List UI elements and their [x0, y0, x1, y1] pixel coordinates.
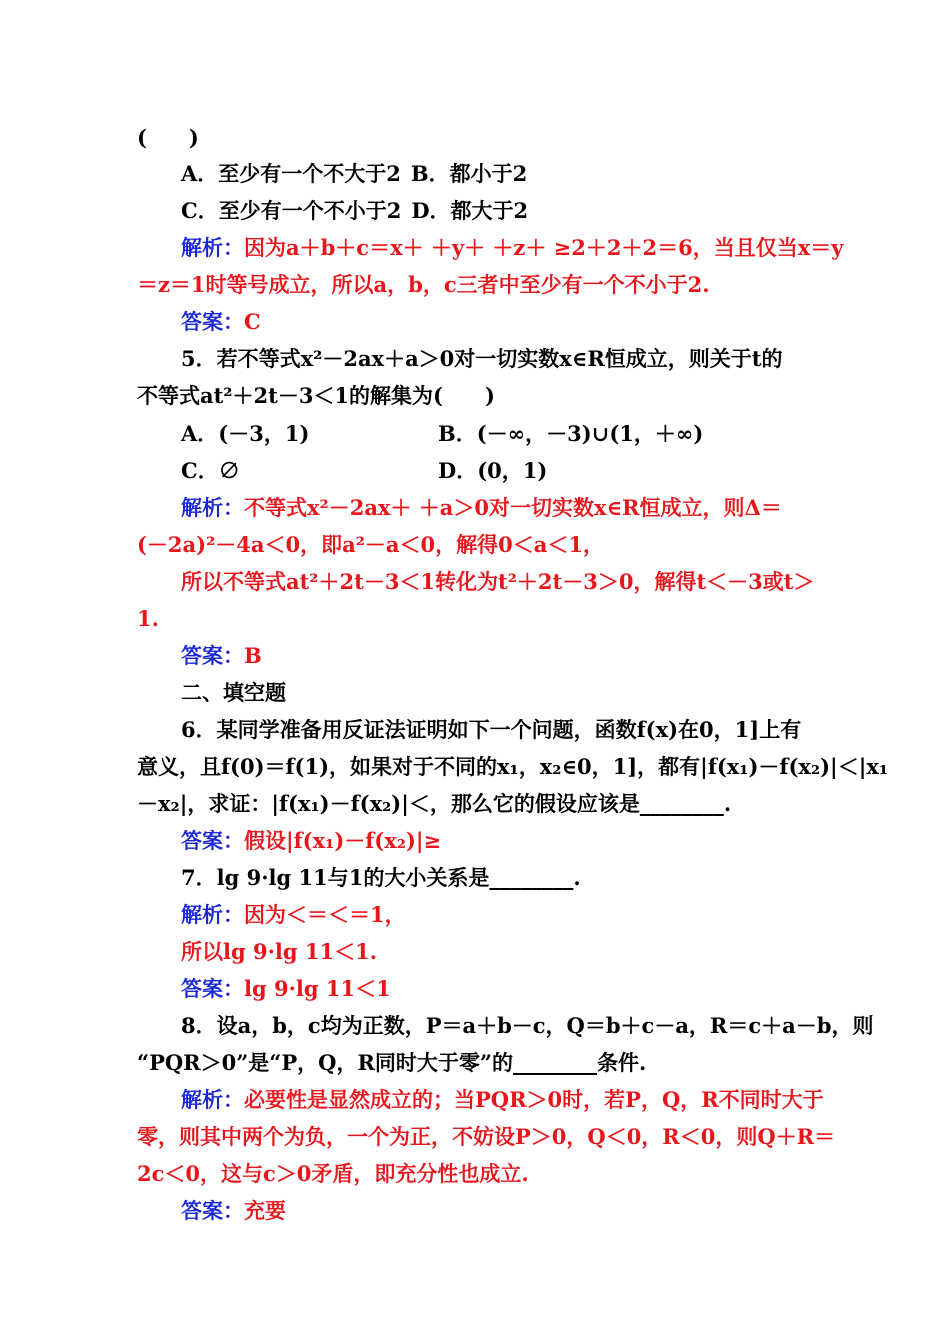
q5-jiexi-line3: 所以不等式at²＋2t－3＜1转化为t²＋2t－3＞0，解得t＜－3或t＞ — [181, 569, 815, 594]
q5-jiexi-line1 — [181, 494, 782, 522]
q5-answer-label: 答案： — [181, 643, 244, 668]
q6-answer: 假设|f(x₁)－f(x₂)|≥ — [244, 828, 442, 853]
q8-stem-line2: “PQR＞0”是“P，Q，R同时大于零”的________条件. — [137, 1050, 647, 1075]
q5-option-a: A．(－3，1) — [181, 421, 310, 446]
q5-jiexi-line4: 1. — [137, 606, 159, 631]
q7-jiexi-line1 — [181, 901, 406, 929]
q4-jiexi-line2: ＝z＝1时等号成立，所以a，b，c三者中至少有一个不小于2. — [137, 272, 710, 297]
q4-option-ab — [181, 160, 527, 188]
q5-option-b: B．(－∞，－3)∪(1，＋∞) — [438, 421, 704, 446]
q8-answer-label: 答案： — [181, 1198, 244, 1223]
q4-answer-line — [181, 308, 261, 336]
q8-answer: 充要 — [244, 1198, 286, 1223]
q8-answer-line — [181, 1197, 286, 1225]
q5-answer: B — [244, 643, 262, 668]
q4-option-a: A．至少有一个不大于2 — [181, 161, 401, 186]
q4-option-c: C．至少有一个不小于2 — [181, 198, 402, 223]
q8-jiexi-label: 解析： — [181, 1087, 244, 1112]
q6-stem-line2: 意义，且f(0)＝f(1)，如果对于不同的x₁，x₂∈0，1]，都有|f(x₁)－f(x₂)|＜|x₁ — [137, 754, 889, 779]
q7-jiexi-text1: 因为＜＝＜＝1， — [244, 902, 406, 927]
q6-answer-label: 答案： — [181, 828, 244, 853]
q7-stem: 7．lg 9·lg 11与1的大小关系是________. — [181, 865, 581, 890]
q4-answer: C — [244, 309, 261, 334]
q8-jiexi-line2: 零，则其中两个为负，一个为正，不妨设P＞0，Q＜0，R＜0，则Q＋R＝ — [137, 1124, 836, 1149]
q7-answer: lg 9·lg 11＜1 — [244, 976, 391, 1001]
q4-paren: ( ) — [137, 125, 199, 150]
q5-jiexi-label: 解析： — [181, 495, 244, 520]
q5-jiexi-line2: (－2a)²－4a＜0，即a²－a＜0，解得0＜a＜1， — [137, 532, 604, 557]
q4-option-b: B．都小于2 — [410, 161, 528, 186]
q5-answer-line — [181, 642, 262, 670]
q4-option-d: D．都大于2 — [411, 198, 529, 223]
q5-stem-line1: 5．若不等式x²－2ax＋a＞0对一切实数x∈R恒成立，则关于t的 — [181, 346, 783, 371]
q7-jiexi-label: 解析： — [181, 902, 244, 927]
q4-option-cd — [181, 197, 528, 225]
q7-answer-label: 答案： — [181, 976, 244, 1001]
q4-answer-label: 答案： — [181, 309, 244, 334]
q7-jiexi-line2: 所以lg 9·lg 11＜1. — [181, 939, 378, 964]
q8-stem-line1: 8．设a，b，c均为正数，P＝a＋b－c，Q＝b＋c－a，R＝c＋a－b，则 — [181, 1013, 874, 1038]
q4-jiexi-label: 解析： — [181, 235, 244, 260]
q6-stem-line1: 6．某同学准备用反证法证明如下一个问题，函数f(x)在0，1]上有 — [181, 717, 802, 742]
q7-answer-line — [181, 975, 391, 1003]
q6-stem-line3: －x₂|，求证：|f(x₁)－f(x₂)|＜，那么它的假设应该是________. — [137, 791, 732, 816]
q8-jiexi-line1 — [181, 1086, 824, 1114]
q5-jiexi-text1: 不等式x²－2ax＋ ＋a＞0对一切实数x∈R恒成立，则Δ＝ — [244, 495, 782, 520]
section-title: 二、填空题 — [181, 680, 286, 705]
q4-jiexi-line1 — [181, 234, 843, 262]
q6-answer-line — [181, 827, 441, 855]
q8-jiexi-text1: 必要性是显然成立的；当PQR＞0时，若P，Q，R不同时大于 — [244, 1087, 824, 1112]
q8-jiexi-line3: 2c＜0，这与c＞0矛盾，即充分性也成立. — [137, 1161, 529, 1186]
q5-stem-line2: 不等式at²＋2t－3＜1的解集为( ) — [137, 383, 495, 408]
q5-option-c: C．∅ — [181, 458, 240, 483]
q5-option-d: D．(0，1) — [438, 458, 548, 483]
q4-jiexi-text1: 因为a＋b＋c＝x＋ ＋y＋ ＋z＋ ≥2＋2＋2＝6，当且仅当x＝y — [244, 235, 844, 260]
